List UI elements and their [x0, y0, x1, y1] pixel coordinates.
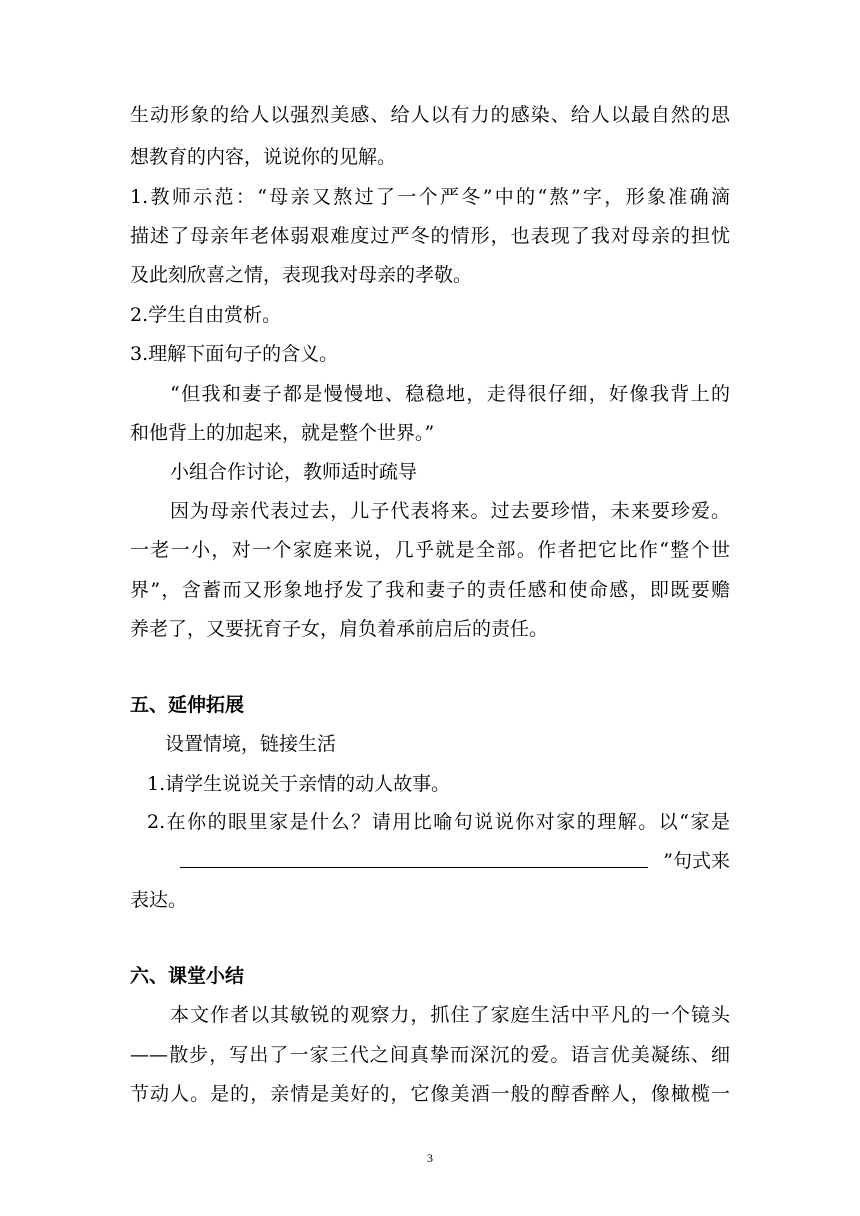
fill-in-blank-line [180, 867, 648, 868]
quote-line-2: 和他背上的加起来，就是整个世界。” [130, 422, 435, 444]
section6-line-3: 节动人。是的，亲情是美好的，它像美酒一般的醇香醉人，像橄榄一 [130, 1083, 730, 1105]
section6-line-2: ——散步，写出了一家三代之间真挚而深沉的爱。语言优美凝练、细 [130, 1044, 730, 1066]
item1-line-1: 1.教师示范：“母亲又熬过了一个严冬”中的“熬”字，形象准确滴 [130, 186, 730, 208]
section6-heading: 六、课堂小结 [130, 965, 245, 987]
section5-item2-end: 表达。 [130, 889, 188, 911]
section5-heading: 五、延伸拓展 [130, 694, 245, 716]
explain-line-3: 界”，含蓄而又形象地抒发了我和妻子的责任感和使命感，即既要赡 [130, 579, 730, 601]
item1-line-2: 描述了母亲年老体弱艰难度过严冬的情形，也表现了我对母亲的担忧 [130, 225, 730, 247]
section5-item1: 1.请学生说说关于亲情的动人故事。 [147, 773, 451, 795]
item1-line-3: 及此刻欣喜之情，表现我对母亲的孝敬。 [130, 264, 473, 286]
explain-line-4: 养老了，又要抚育子女，肩负着承前启后的责任。 [130, 618, 549, 640]
group-discussion-line: 小组合作讨论，教师适时疏导 [170, 461, 418, 483]
explain-line-1: 因为母亲代表过去，儿子代表将来。过去要珍惜，未来要珍爱。 [170, 500, 730, 522]
intro-line-2: 想教育的内容，说说你的见解。 [130, 146, 397, 168]
intro-line-1: 生动形象的给人以强烈美感、给人以有力的感染、给人以最自然的思 [130, 104, 730, 126]
section5-lead: 设置情境，链接生活 [165, 733, 337, 755]
item3-line: 3.理解下面句子的含义。 [130, 343, 339, 365]
section6-line-1: 本文作者以其敏锐的观察力，抓住了家庭生活中平凡的一个镜头 [170, 1004, 730, 1026]
item2-line: 2.学生自由赏析。 [130, 304, 282, 326]
page-number: 3 [427, 1151, 433, 1165]
section5-item2: 2.在你的眼里家是什么？请用比喻句说说你对家的理解。以“家是 [147, 811, 730, 833]
quote-line-1: “但我和妻子都是慢慢地、稳稳地，走得很仔细，好像我背上的 [170, 383, 730, 405]
section5-item2-tail: ”句式来 [663, 850, 730, 872]
explain-line-2: 一老一小，对一个家庭来说，几乎就是全部。作者把它比作“整个世 [130, 539, 730, 561]
